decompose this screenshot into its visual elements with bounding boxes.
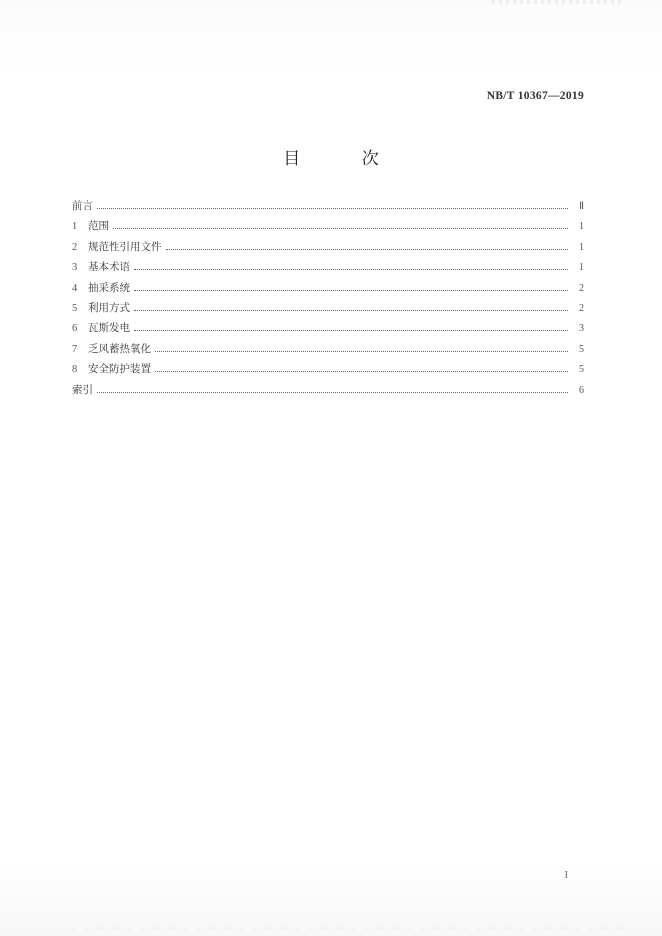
toc-entry-number: 7 [72, 343, 78, 355]
toc-entry-extraction-system[interactable] [72, 280, 584, 300]
toc-leader-dots [134, 310, 568, 311]
toc-entry-label: 索引 [72, 383, 93, 396]
toc-entry-number: 3 [72, 262, 78, 274]
toc-entry-page: 1 [579, 262, 584, 274]
page-number: I [564, 870, 568, 881]
toc-entry-page: Ⅱ [579, 201, 584, 212]
toc-entry-label: 瓦斯发电 [88, 322, 130, 335]
toc-entry-page: 2 [579, 302, 584, 314]
toc-entry-normative-references[interactable] [72, 239, 584, 259]
standard-code: NB/T 10367—2019 [486, 90, 584, 102]
toc-entry-utilization-methods[interactable] [72, 300, 584, 320]
toc-leader-dots [97, 392, 568, 393]
toc-entry-label: 利用方式 [88, 301, 130, 314]
toc-leader-dots [134, 290, 568, 291]
toc-leader-dots [113, 228, 568, 229]
toc-entry-page: 1 [579, 221, 584, 233]
toc-entry-label: 安全防护装置 [88, 363, 151, 376]
toc-entry-page: 1 [579, 241, 584, 253]
toc-entry-label: 基本术语 [88, 261, 130, 274]
toc-entry-ventilation-air-oxidation[interactable] [72, 341, 584, 361]
toc-entry-page: 5 [579, 343, 584, 355]
toc-leader-dots [155, 351, 568, 352]
scan-artifact-bottom [70, 927, 630, 930]
toc-entry-number: 4 [72, 282, 78, 294]
scan-artifact-top [492, 0, 622, 4]
toc-entry-label: 乏风蓄热氧化 [88, 342, 151, 355]
toc-entry-scope[interactable] [72, 218, 584, 238]
toc-entry-number: 1 [72, 221, 78, 233]
toc-entry-number: 5 [72, 302, 78, 314]
toc-entry-page: 2 [579, 282, 584, 294]
toc-entry-safety-devices[interactable] [72, 361, 584, 381]
toc-entry-label: 抽采系统 [88, 281, 130, 294]
toc-entry-gas-power-generation[interactable] [72, 320, 584, 340]
toc-entry-label: 范围 [88, 220, 109, 233]
table-of-contents [72, 198, 584, 402]
toc-leader-dots [166, 249, 569, 250]
toc-entry-number: 8 [72, 364, 78, 376]
toc-entry-label: 前言 [72, 200, 93, 212]
toc-leader-dots [134, 330, 568, 331]
toc-entry-page: 3 [579, 323, 584, 335]
toc-entry-index[interactable] [72, 382, 584, 402]
toc-entry-foreword[interactable] [72, 198, 584, 218]
toc-entry-number: 2 [72, 241, 78, 253]
toc-entry-page: 5 [579, 364, 584, 376]
toc-entry-basic-terms[interactable] [72, 259, 584, 279]
toc-title: 目 次 [283, 149, 407, 169]
toc-leader-dots [97, 208, 568, 209]
toc-leader-dots [155, 371, 568, 372]
toc-leader-dots [134, 269, 568, 270]
toc-entry-number: 6 [72, 323, 78, 335]
toc-entry-label: 规范性引用文件 [88, 240, 162, 253]
toc-entry-page: 6 [579, 384, 584, 396]
